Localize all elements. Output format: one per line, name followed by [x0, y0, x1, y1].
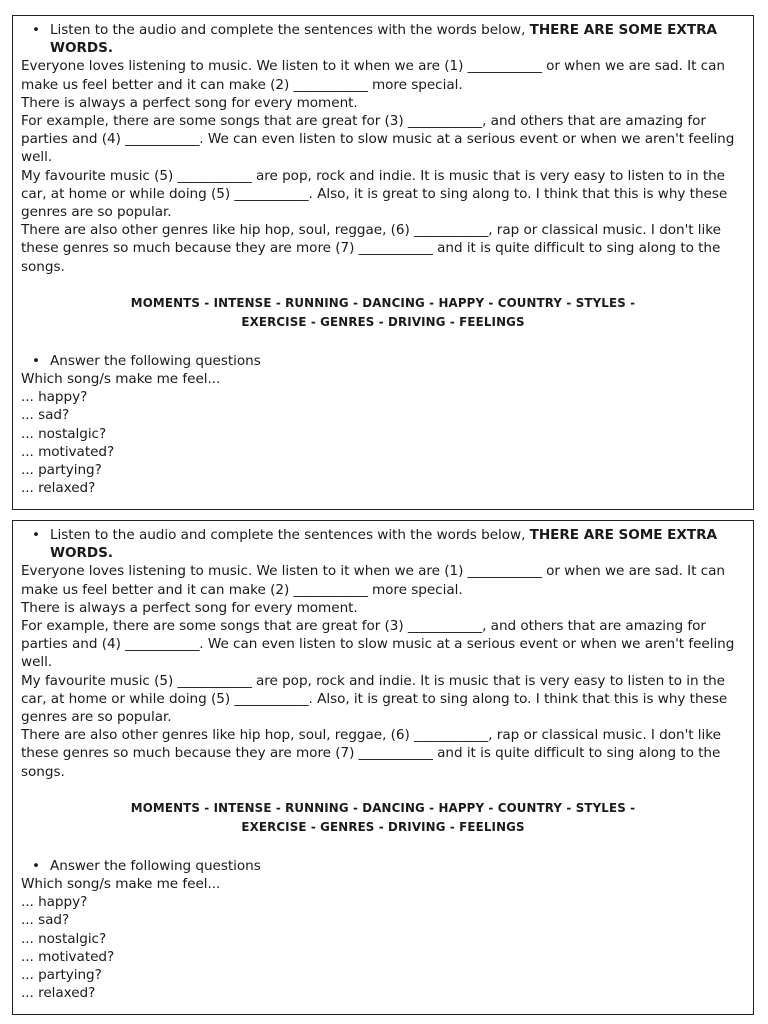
questions-instructions-text: Answer the following questions: [50, 352, 261, 369]
question-item: ... relaxed?: [21, 985, 96, 1002]
word-bank-line-2: EXERCISE - GENRES - DRIVING - FEELINGS: [241, 314, 525, 330]
word-bank: [43, 798, 724, 837]
question-item: ... sad?: [21, 912, 70, 929]
paragraph-4: My favourite music (5) ___________ are pop, rock and indie. It is music that is very easy to listen to in the car, at home or while doing (5) ___________. Also, it is great to sing along to. I think that this is why these genres are so popular.: [21, 167, 728, 221]
bullet-icon: •: [32, 857, 40, 874]
word-bank-line-2: EXERCISE - GENRES - DRIVING - FEELINGS: [241, 819, 525, 835]
question-item: ... motivated?: [21, 948, 115, 965]
question-item: ... relaxed?: [21, 480, 96, 497]
questions-section: [21, 857, 745, 1003]
question-item: ... nostalgic?: [21, 930, 107, 947]
word-bank-line-1: MOMENTS - INTENSE - RUNNING - DANCING - HAPPY - COUNTRY - STYLES -: [130, 799, 636, 815]
question-item: ... partying?: [21, 967, 102, 984]
paragraph-5: There are also other genres like hip hop, soul, reggae, (6) ___________, rap or classical music. I don't like these genres so much because they are more (7) ___________ and it is quite difficult to sing along to the songs.: [21, 222, 721, 275]
paragraph-4: My favourite music (5) ___________ are pop, rock and indie. It is music that is very easy to listen to in the car, at home or while doing (5) ___________. Also, it is great to sing along to. I think that this is why these genres are so popular.: [21, 672, 728, 726]
question-item: ... happy?: [21, 389, 88, 406]
paragraph-2: There is always a perfect song for every moment.: [21, 94, 358, 111]
instructions-text: Listen to the audio and complete the sentences with the words below,: [50, 22, 530, 38]
question-item: ... nostalgic?: [21, 425, 107, 442]
bullet-icon: •: [32, 527, 40, 543]
questions-instructions: [21, 857, 745, 875]
listening-instructions: [21, 526, 745, 562]
questions-instructions: [21, 352, 745, 370]
questions-section: [21, 352, 745, 498]
paragraph-2: There is always a perfect song for every moment.: [21, 599, 358, 616]
question-item: ... motivated?: [21, 443, 115, 460]
paragraph-3: For example, there are some songs that are great for (3) ___________, and others that are amazing for parties and (4) ___________. We can even listen to slow music at a serious event or when we aren't feeling well.: [21, 113, 735, 166]
instructions-emphasis: THERE ARE SOME EXTRA WORDS.: [50, 22, 717, 57]
bullet-icon: •: [32, 352, 40, 369]
worksheet-content: [21, 21, 745, 497]
question-item: ... partying?: [21, 462, 102, 479]
paragraph-5: There are also other genres like hip hop, soul, reggae, (6) ___________, rap or classical music. I don't like these genres so much because they are more (7) ___________ and it is quite difficult to sing along to the songs.: [21, 727, 721, 780]
worksheet-top: [12, 15, 754, 510]
paragraph-1: Everyone loves listening to music. We listen to it when we are (1) ___________ or when we are sad. It can make us feel better and it can make (2) ___________ more special.: [21, 563, 725, 598]
paragraph-1: Everyone loves listening to music. We listen to it when we are (1) ___________ or when we are sad. It can make us feel better and it can make (2) ___________ more special.: [21, 58, 725, 93]
worksheet-content: [21, 526, 745, 1002]
instructions-text: Listen to the audio and complete the sentences with the words below,: [50, 527, 530, 543]
word-bank-line-1: MOMENTS - INTENSE - RUNNING - DANCING - HAPPY - COUNTRY - STYLES -: [130, 294, 636, 310]
instructions-emphasis: THERE ARE SOME EXTRA WORDS.: [50, 527, 717, 562]
listening-instructions: [21, 21, 745, 57]
worksheet-bottom: [12, 520, 754, 1015]
question-item: ... happy?: [21, 894, 88, 911]
questions-instructions-text: Answer the following questions: [50, 857, 261, 874]
bullet-icon: •: [32, 22, 40, 38]
question-intro: Which song/s make me feel...: [21, 876, 221, 893]
word-bank: [43, 293, 724, 332]
question-item: ... sad?: [21, 407, 70, 424]
paragraph-3: For example, there are some songs that are great for (3) ___________, and others that are amazing for parties and (4) ___________. We can even listen to slow music at a serious event or when we aren't feeling well.: [21, 618, 735, 671]
question-intro: Which song/s make me feel...: [21, 371, 221, 388]
